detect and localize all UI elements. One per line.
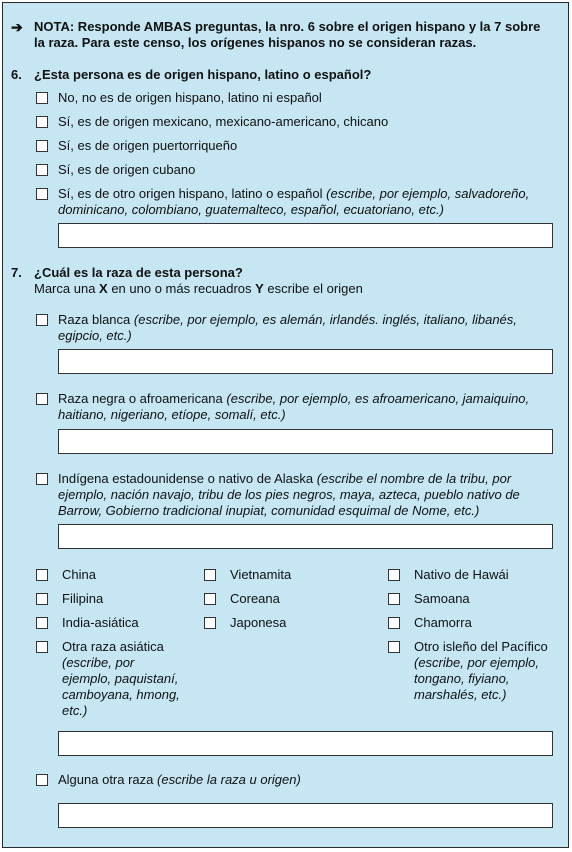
q7-instruction-y: Y xyxy=(255,281,264,296)
q7-some-other-write-in[interactable] xyxy=(58,803,553,828)
q7-other-pacific-text: Otro isleño del Pacífico xyxy=(414,639,548,654)
q7-white-text: Raza blanca xyxy=(58,312,131,327)
q7-instruction-x: X xyxy=(99,281,108,296)
q6-option-label-3: Sí, es de origen cubano xyxy=(58,162,196,177)
q7-indigenous-hint-3: Barrow, Gobierno tradicional inupiat, comunidad esquimal de Nome, etc.) xyxy=(58,503,480,518)
q7-other-asian-hint-2: ejemplo, paquistaní, xyxy=(62,671,179,686)
q6-other-text: Sí, es de otro origen hispano, latino o español xyxy=(58,186,323,201)
q7-black-checkbox[interactable] xyxy=(36,393,48,405)
q7-white-label xyxy=(58,312,558,344)
q7-indigenous-write-in[interactable] xyxy=(58,524,553,549)
q6-other-hint-2: dominicano, colombiano, guatemalteco, español, ecuatoriano, etc.) xyxy=(58,202,444,217)
q7-other-asian-hint-3: camboyana, hmong, xyxy=(62,687,180,702)
q6-number: 6. xyxy=(11,67,22,82)
q7-other-asian-checkbox[interactable] xyxy=(36,641,48,653)
q7-vietnamese-label: Vietnamita xyxy=(230,567,292,582)
q7-native-hawaiian-checkbox[interactable] xyxy=(388,569,400,581)
q6-option-checkbox-0[interactable] xyxy=(36,92,48,104)
q7-other-asian-text: Otra raza asiática xyxy=(62,639,164,654)
q7-white-checkbox[interactable] xyxy=(36,314,48,326)
q7-black-hint-2: haitiano, nigeriano, etíope, somalí, etc.) xyxy=(58,407,286,422)
q7-black-write-in[interactable] xyxy=(58,429,553,454)
q7-vietnamese-checkbox[interactable] xyxy=(204,569,216,581)
q6-option-label-0: No, no es de origen hispano, latino ni español xyxy=(58,90,322,105)
q7-asian-pacific-write-in[interactable] xyxy=(58,731,553,756)
q6-other-write-in[interactable] xyxy=(58,223,553,248)
q7-other-pacific-hint-2: tongano, fiyiano, xyxy=(414,671,510,686)
q7-some-other-text: Alguna otra raza xyxy=(58,772,154,787)
q7-filipino-label: Filipina xyxy=(62,591,104,606)
q7-other-pacific-hint-1: (escribe, por ejemplo, xyxy=(414,655,539,670)
q6-option-checkbox-3[interactable] xyxy=(36,164,48,176)
q7-black-text: Raza negra o afroamericana xyxy=(58,391,223,406)
q7-japanese-checkbox[interactable] xyxy=(204,617,216,629)
q7-other-pacific-label xyxy=(414,639,548,703)
q6-option-checkbox-1[interactable] xyxy=(36,116,48,128)
q7-other-pacific-checkbox[interactable] xyxy=(388,641,400,653)
q7-indigenous-text: Indígena estadounidense o nativo de Alaska xyxy=(58,471,314,486)
arrow-icon: ➔ xyxy=(11,19,23,35)
q7-instruction-part-1: Marca una xyxy=(34,281,100,296)
q7-japanese-label: Japonesa xyxy=(230,615,287,630)
q7-some-other-checkbox[interactable] xyxy=(36,774,48,786)
q7-white-hint-1: (escribe, por ejemplo, es alemán, irlandés. inglés, italiano, libanés, xyxy=(133,312,517,327)
q7-asian-indian-label: India-asiática xyxy=(62,615,139,630)
q6-option-checkbox-2[interactable] xyxy=(36,140,48,152)
q7-indigenous-label xyxy=(58,471,563,519)
q7-other-asian-hint-4: etc.) xyxy=(62,703,88,718)
q7-some-other-label xyxy=(58,772,301,788)
q7-filipino-checkbox[interactable] xyxy=(36,593,48,605)
q7-chinese-checkbox[interactable] xyxy=(36,569,48,581)
q7-chamorro-checkbox[interactable] xyxy=(388,617,400,629)
q6-option-label-1: Sí, es de origen mexicano, mexicano-americano, chicano xyxy=(58,114,389,129)
q6-other-hint-1: (escribe, por ejemplo, salvadoreño, xyxy=(326,186,530,201)
note-line-2: la raza. Para este censo, los orígenes hispanos no se consideran razas. xyxy=(34,35,477,50)
q7-chinese-label: China xyxy=(62,567,96,582)
note-text xyxy=(34,19,540,51)
q6-other-checkbox[interactable] xyxy=(36,188,48,200)
q7-other-asian-hint-1: (escribe, por xyxy=(62,655,135,670)
q7-samoan-checkbox[interactable] xyxy=(388,593,400,605)
q7-black-label xyxy=(58,391,558,423)
q7-chamorro-label: Chamorra xyxy=(414,615,472,630)
q7-some-other-hint: (escribe la raza u origen) xyxy=(157,772,301,787)
q7-instruction-part-2: en uno o más recuadros xyxy=(107,281,256,296)
q7-black-hint-1: (escribe, por ejemplo, es afroamericano, jamaiquino, xyxy=(226,391,530,406)
note-line-1: NOTA: Responde AMBAS preguntas, la nro. 6 sobre el origen hispano y la 7 sobre xyxy=(34,19,541,34)
q6-question: ¿Esta persona es de origen hispano, latino o español? xyxy=(34,67,372,82)
q7-korean-checkbox[interactable] xyxy=(204,593,216,605)
q7-asian-indian-checkbox[interactable] xyxy=(36,617,48,629)
q7-samoan-label: Samoana xyxy=(414,591,470,606)
q7-other-asian-label xyxy=(62,639,180,719)
q7-question: ¿Cuál es la raza de esta persona? xyxy=(34,265,243,280)
q7-indigenous-hint-2: ejemplo, nación navajo, tribu de los pies negros, maya, azteca, pueblo nativo de xyxy=(58,487,520,502)
q6-other-label xyxy=(58,186,558,218)
q7-indigenous-hint-1: (escribe el nombre de la tribu, por xyxy=(316,471,512,486)
census-form xyxy=(2,2,569,848)
q7-number: 7. xyxy=(11,265,22,280)
q6-option-label-2: Sí, es de origen puertorriqueño xyxy=(58,138,238,153)
q7-korean-label: Coreana xyxy=(230,591,280,606)
q7-white-write-in[interactable] xyxy=(58,349,553,374)
q7-instruction-part-3: escribe el origen xyxy=(263,281,363,296)
q7-instruction xyxy=(34,281,363,297)
q7-other-pacific-hint-3: marshalés, etc.) xyxy=(414,687,507,702)
q7-white-hint-2: egipcio, etc.) xyxy=(58,328,132,343)
q7-native-hawaiian-label: Nativo de Hawái xyxy=(414,567,509,582)
q7-indigenous-checkbox[interactable] xyxy=(36,473,48,485)
